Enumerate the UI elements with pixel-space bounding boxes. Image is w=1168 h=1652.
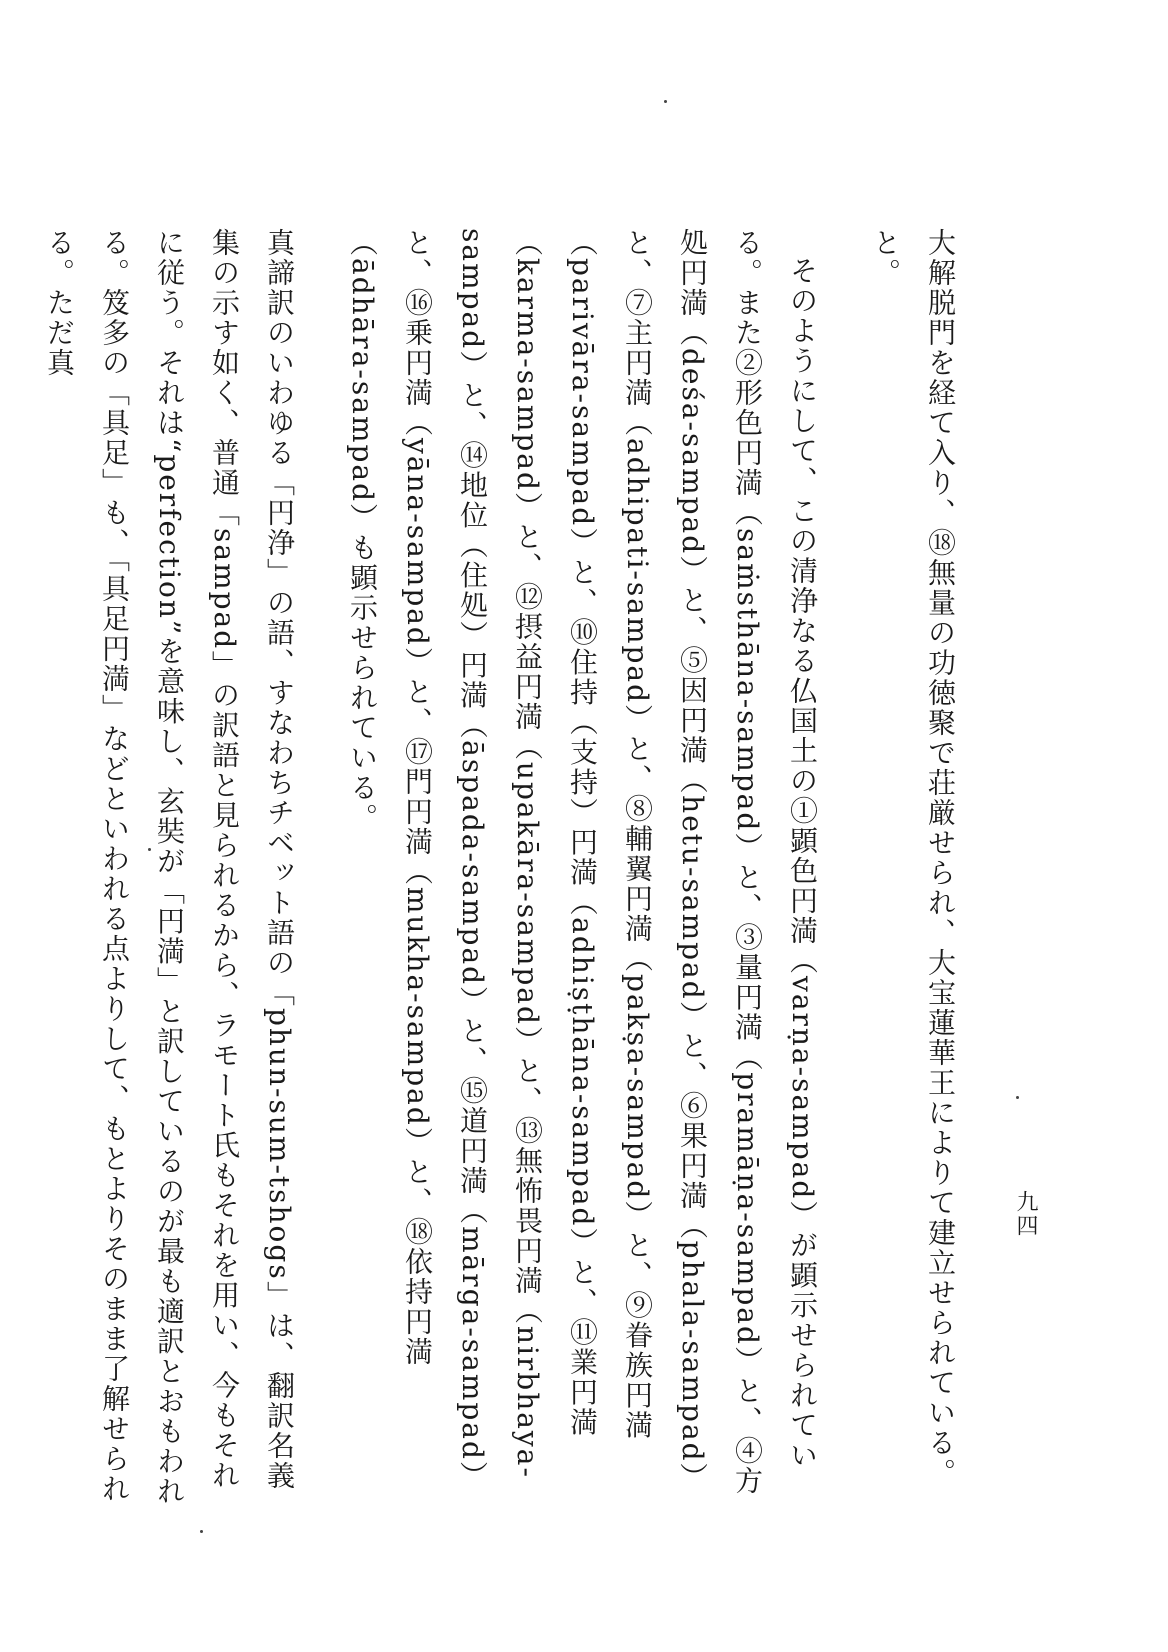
scan-speck xyxy=(200,1530,203,1533)
paragraph-2: そのようにして、この清浄なる仏国土の①顕色円満（varṇa-sampad）が顕示せられている。また②形色円満（saṁsthāna-sampad）と、③量円満（pramāṇa-sampad）と、④方処円満（deśa-sampad）と、⑤因円満（hetu-sampad）と、⑥果円満（phala-sampad）と、⑦主円満（adhipati-sampad）と、⑧輔翼円満（pakṣa-sampad）と、⑨眷族円満（parivāra-sampad）と、⑩住持（支持）円満（adhiṣṭhāna-sampad）と、⑪業円満（karma-sampad）と、⑫摂益円満（upakāra-sampad）と、⑬無怖畏円満（nirbhaya-sampad）と、⑭地位（住処）円満（āspada-sampad）と、⑮道円満（mārga-sampad）と、⑯乗円満（yāna-sampad）と、⑰門円満（mukha-sampad）と、⑱依持円満（ādhāra-sampad）も顕示せられている。 xyxy=(346,228,819,1496)
paragraph-1: 大解脱門を経て入り、⑱無量の功徳聚で荘厳せられ、大宝蓮華王によりて建立せられている。と。 xyxy=(869,228,957,1488)
body-text xyxy=(43,228,968,1518)
page-number: 九四 xyxy=(1013,1190,1038,1238)
scan-speck xyxy=(1016,1096,1019,1099)
scan-speck xyxy=(148,848,151,851)
paragraph-3: 真諦訳のいわゆる「円浄」の語、すなわちチベット語の「phun-sum-tshogs」は、翻訳名義集の示す如く、普通「sampad」の訳語と見られるから、ラモート氏もそれを用い、今もそれに従う。それは“perfection”を意味し、玄奘が「円満」と訳しているのが最も適訳とおもわれる。笈多の「具足」も、「具足円満」などといわれる点よりして、もとよりそのまま了解せられる。ただ真 xyxy=(43,228,296,1507)
scan-speck xyxy=(664,100,667,103)
